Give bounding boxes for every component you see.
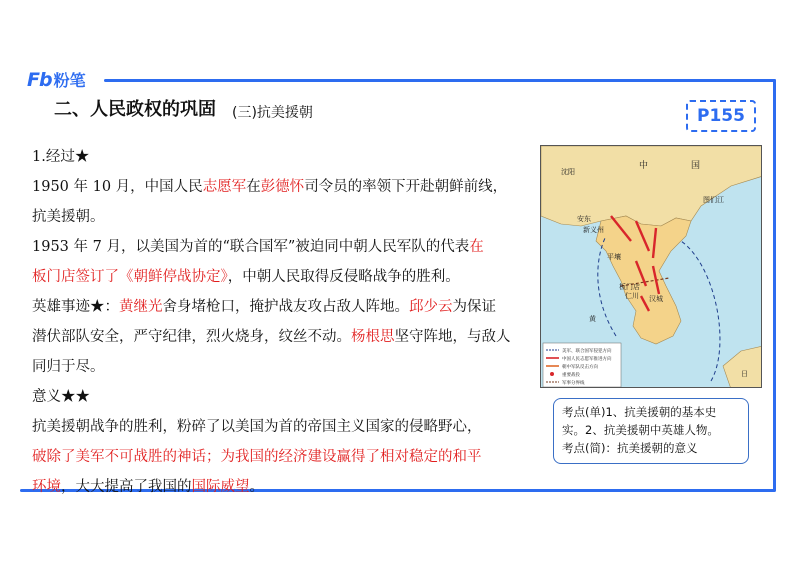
hero-line-1: [32, 292, 552, 322]
process-heading: 1.经过★: [32, 149, 90, 165]
map-svg: [541, 146, 762, 388]
label-incheon: 仁川: [625, 292, 639, 300]
label-japan: 日: [741, 370, 748, 378]
brand-logo: [27, 68, 86, 91]
top-divider: [104, 79, 776, 82]
content-body: [32, 142, 552, 502]
significance-heading: 意义★★: [32, 389, 90, 405]
legend-item-3: 朝中军队反击方向: [562, 365, 598, 370]
hero-line-3: 同归于尽。: [32, 359, 105, 375]
korean-war-map: [540, 145, 762, 388]
text: ，大大提高了我国的: [61, 479, 192, 495]
label-xinyizhou: 新义州: [583, 226, 604, 234]
text: 英雄事迹★：: [32, 299, 119, 315]
significance-line-3: [32, 472, 552, 502]
brand-name: 粉笔: [53, 71, 86, 90]
text: ，中朝人民取得反侵略战争的胜利。: [227, 269, 460, 285]
significance-line-1: 抗美援朝战争的胜利，粉碎了以美国为首的帝国主义国家的侵略野心，: [32, 419, 482, 435]
highlight-armistice: 板门店签订了《朝鲜停战协定》: [32, 269, 228, 285]
text: 1950 年 10 月，中国人民: [32, 179, 203, 195]
exam-point-line-2: 实。2、抗美援朝中英雄人物。: [562, 423, 719, 437]
exam-point-line-1: 考点(单)1、抗美援朝的基本史: [562, 405, 717, 419]
text: 坚守阵地，与敌人: [394, 329, 511, 345]
highlight-zai: 在: [469, 239, 484, 255]
highlight-prestige: 国际威望: [191, 479, 250, 495]
section-title: 二、人民政权的巩固: [54, 99, 216, 120]
legend-item-2: 中国人民志愿军推进方向: [562, 357, 612, 362]
right-divider: [773, 79, 776, 491]
legend-item-1: 美军、联合国军侵犯方向: [562, 349, 612, 354]
label-tumen: 图们江: [703, 196, 724, 204]
label-pyongyang: 平壤: [607, 253, 621, 261]
legend-item-5: 军事分界线: [562, 381, 585, 386]
label-andong: 安东: [577, 215, 591, 223]
highlight-qiu-shaoyun: 邱少云: [409, 299, 453, 315]
text: 潜伏部队安全，严守纪律，烈火烧身，纹丝不动。: [32, 329, 351, 345]
highlight-yang-gensi: 杨根思: [351, 329, 395, 345]
exam-point-line-3: 考点(简)：抗美援朝的意义: [562, 441, 698, 455]
paragraph-1953-cont: [32, 262, 552, 292]
paragraph-1950: [32, 172, 552, 202]
text: 为保证: [452, 299, 496, 315]
label-china: 中: [639, 161, 649, 171]
map-legend: [543, 343, 621, 387]
brand-mark: Fb: [27, 68, 52, 91]
exam-points-box: [553, 398, 749, 464]
label-china-2: 国: [691, 161, 701, 171]
page-ref-badge: P155: [686, 100, 756, 132]
significance-line-2: 破除了美军不可战胜的神话；为我国的经济建设赢得了相对稳定的和平: [32, 449, 482, 465]
text: 司令员的率领下开赴朝鲜前线，: [304, 179, 508, 195]
highlight-environment: 环境: [32, 479, 61, 495]
hero-line-2: [32, 322, 552, 352]
legend-item-4: 重要战役: [562, 373, 580, 378]
label-panmunjom: 板门店: [619, 283, 640, 291]
text: 1953 年 7 月，以美国为首的“联合国军”被迫同中朝人民军队的代表: [32, 239, 470, 255]
text: 。: [249, 479, 264, 495]
sub-title: (三)抗美援朝: [232, 105, 313, 121]
label-shenyang: 沈阳: [561, 168, 575, 176]
text: 在: [246, 179, 261, 195]
highlight-peng-dehuai: 彭德怀: [260, 179, 305, 195]
paragraph-1950-cont: 抗美援朝。: [32, 209, 105, 225]
label-yellow-sea: 黄: [589, 315, 596, 323]
text: 舍身堵枪口，掩护战友攻占敌人阵地。: [162, 299, 409, 315]
highlight-volunteer-army: 志愿军: [202, 179, 247, 195]
paragraph-1953: [32, 232, 552, 262]
legend-swatch: [550, 372, 554, 376]
label-seoul: 汉城: [649, 295, 663, 303]
highlight-huang-jiguang: 黄继光: [119, 299, 163, 315]
